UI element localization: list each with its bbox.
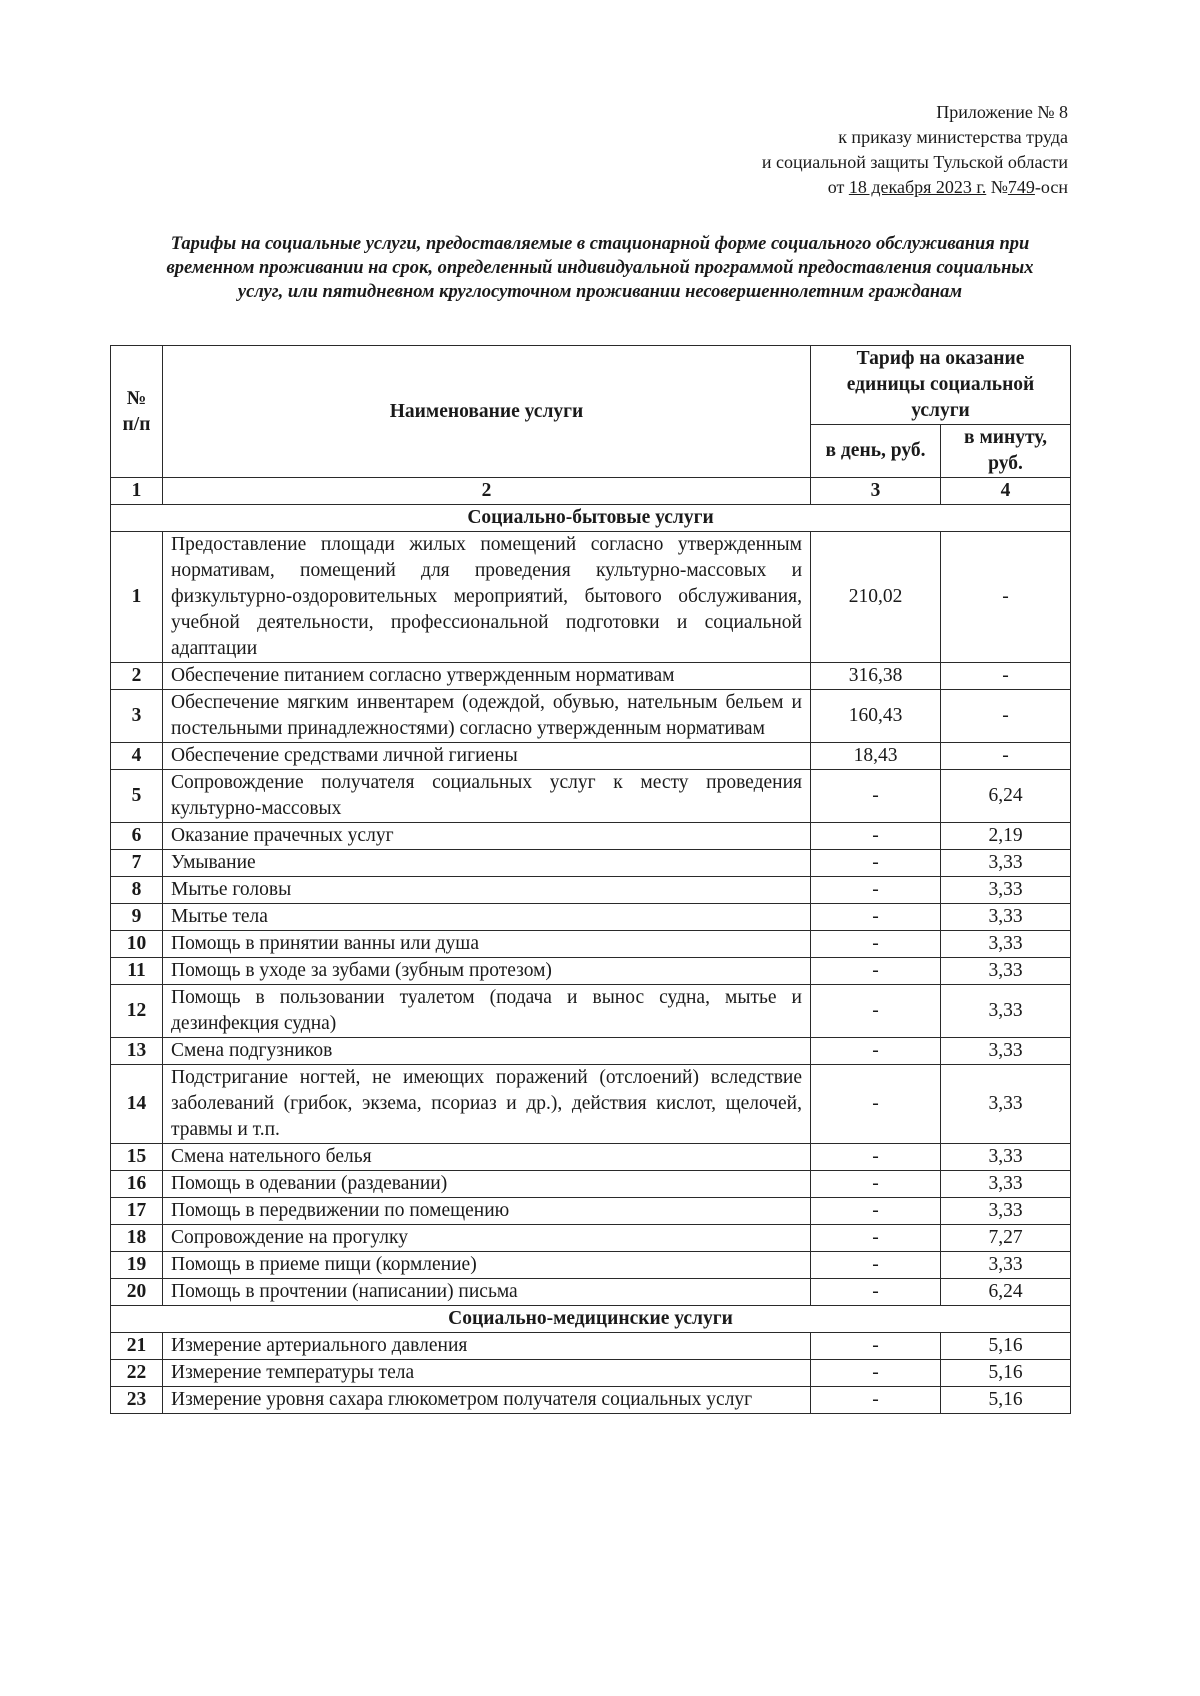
tariff-per-minute: 6,24 xyxy=(941,770,1071,823)
header-per-day: в день, руб. xyxy=(811,425,941,478)
tariff-per-minute: - xyxy=(941,690,1071,743)
tariff-per-day: - xyxy=(811,958,941,985)
table-row xyxy=(111,1360,1071,1387)
section-title: Социально-бытовые услуги xyxy=(111,505,1071,532)
order-date: 18 декабря 2023 г. xyxy=(848,177,987,197)
tariff-per-minute: 6,24 xyxy=(941,1279,1071,1306)
order-date-line xyxy=(762,175,1068,200)
service-name: Измерение температуры тела xyxy=(163,1360,811,1387)
service-name: Помощь в пользовании туалетом (подача и вынос судна, мытье и дезинфекция судна) xyxy=(163,985,811,1038)
service-name: Измерение артериального давления xyxy=(163,1333,811,1360)
header-number: № п/п xyxy=(111,346,163,478)
tariff-per-minute: 3,33 xyxy=(941,931,1071,958)
header-tariff-group: Тариф на оказание единицы социальной услуги xyxy=(811,346,1071,425)
table-row xyxy=(111,1333,1071,1360)
table-row xyxy=(111,1252,1071,1279)
table-row xyxy=(111,985,1071,1038)
service-name: Помощь в передвижении по помещению xyxy=(163,1198,811,1225)
table-row xyxy=(111,1144,1071,1171)
row-number: 16 xyxy=(111,1171,163,1198)
service-name: Помощь в уходе за зубами (зубным протезом) xyxy=(163,958,811,985)
row-number: 9 xyxy=(111,904,163,931)
date-prefix: от xyxy=(827,177,845,197)
row-number: 5 xyxy=(111,770,163,823)
service-name: Обеспечение мягким инвентарем (одеждой, обувью, нательным бельем и постельными принадлежностями) согласно утвержденным нормативам xyxy=(163,690,811,743)
tariff-per-day: - xyxy=(811,823,941,850)
tariff-per-minute: 3,33 xyxy=(941,1198,1071,1225)
service-name: Умывание xyxy=(163,850,811,877)
tariff-per-minute: 5,16 xyxy=(941,1333,1071,1360)
service-name: Подстригание ногтей, не имеющих поражений (отслоений) вследствие заболеваний (грибок, экзема, псориаз и др.), действия кислот, щелочей, травмы и т.п. xyxy=(163,1065,811,1144)
appendix-number: Приложение № 8 xyxy=(936,102,1068,122)
tariff-per-minute: 3,33 xyxy=(941,1038,1071,1065)
service-name: Обеспечение средствами личной гигиены xyxy=(163,743,811,770)
tariff-per-minute: - xyxy=(941,663,1071,690)
tariff-per-minute: 3,33 xyxy=(941,1144,1071,1171)
tariff-per-minute: 5,16 xyxy=(941,1387,1071,1414)
row-number: 18 xyxy=(111,1225,163,1252)
service-name: Помощь в принятии ванны или душа xyxy=(163,931,811,958)
tariff-per-day: - xyxy=(811,1387,941,1414)
row-number: 8 xyxy=(111,877,163,904)
table-row xyxy=(111,1198,1071,1225)
table-row xyxy=(111,904,1071,931)
row-number: 17 xyxy=(111,1198,163,1225)
tariff-per-minute: - xyxy=(941,743,1071,770)
table-row xyxy=(111,850,1071,877)
tariff-per-minute: - xyxy=(941,532,1071,663)
row-number: 11 xyxy=(111,958,163,985)
table-row xyxy=(111,743,1071,770)
tariff-per-minute: 3,33 xyxy=(941,850,1071,877)
table-row xyxy=(111,1065,1071,1144)
tariff-per-minute: 3,33 xyxy=(941,985,1071,1038)
tariff-per-day: - xyxy=(811,985,941,1038)
table-row xyxy=(111,931,1071,958)
tariff-per-day: - xyxy=(811,1144,941,1171)
row-number: 1 xyxy=(111,532,163,663)
table-row xyxy=(111,958,1071,985)
service-name: Смена нательного белья xyxy=(163,1144,811,1171)
tariff-per-day: - xyxy=(811,877,941,904)
column-index: 3 xyxy=(811,478,941,505)
tariff-per-day: - xyxy=(811,1038,941,1065)
tariff-per-day: 210,02 xyxy=(811,532,941,663)
order-number: 749 xyxy=(1007,177,1035,197)
tariffs-table xyxy=(110,345,1071,1414)
table-row xyxy=(111,1038,1071,1065)
row-number: 3 xyxy=(111,690,163,743)
tariff-per-minute: 2,19 xyxy=(941,823,1071,850)
row-number: 12 xyxy=(111,985,163,1038)
tariffs-body xyxy=(111,505,1071,1414)
row-number: 13 xyxy=(111,1038,163,1065)
service-name: Оказание прачечных услуг xyxy=(163,823,811,850)
tariff-per-day: - xyxy=(811,904,941,931)
row-number: 19 xyxy=(111,1252,163,1279)
row-number: 4 xyxy=(111,743,163,770)
ministry-name: и социальной защиты Тульской области xyxy=(761,152,1068,172)
tariff-per-day: - xyxy=(811,931,941,958)
tariff-per-day: - xyxy=(811,1065,941,1144)
service-name: Мытье тела xyxy=(163,904,811,931)
column-index: 4 xyxy=(941,478,1071,505)
order-reference: к приказу министерства труда xyxy=(838,127,1068,147)
tariff-per-day: - xyxy=(811,1279,941,1306)
table-row xyxy=(111,1279,1071,1306)
tariff-per-day: 316,38 xyxy=(811,663,941,690)
table-row xyxy=(111,532,1071,663)
tariff-per-day: - xyxy=(811,770,941,823)
table-row xyxy=(111,877,1071,904)
tariff-per-minute: 3,33 xyxy=(941,958,1071,985)
table-row xyxy=(111,823,1071,850)
document-title: Тарифы на социальные услуги, предоставляемые в стационарной форме социального обслуживания при временном проживании на срок, определенный индивидуальной программой предоставления социальных услуг, или пятидневном круглосуточном проживании несовершеннолетним гражданам xyxy=(166,234,1034,302)
service-name: Предоставление площади жилых помещений согласно утвержденным нормативам, помещений для проведения культурно-массовых и физкультурно-оздоровительных мероприятий, бытового обслуживания, учебной деятельности, профессиональной подготовки и социальной адаптации xyxy=(163,532,811,663)
table-row xyxy=(111,1387,1071,1414)
service-name: Смена подгузников xyxy=(163,1038,811,1065)
section-title: Социально-медицинские услуги xyxy=(111,1306,1071,1333)
tariff-per-minute: 7,27 xyxy=(941,1225,1071,1252)
tariff-per-minute: 5,16 xyxy=(941,1360,1071,1387)
service-name: Помощь в одевании (раздевании) xyxy=(163,1171,811,1198)
appendix-header xyxy=(762,100,1068,200)
tariff-per-day: - xyxy=(811,1333,941,1360)
tariff-per-day: - xyxy=(811,1225,941,1252)
row-number: 2 xyxy=(111,663,163,690)
service-name: Мытье головы xyxy=(163,877,811,904)
table-row xyxy=(111,1171,1071,1198)
order-number-suffix: -осн xyxy=(1034,177,1068,197)
column-index: 1 xyxy=(111,478,163,505)
tariff-per-day: - xyxy=(811,1360,941,1387)
service-name: Помощь в прочтении (написании) письма xyxy=(163,1279,811,1306)
service-name: Сопровождение получателя социальных услуг к месту проведения культурно-массовых xyxy=(163,770,811,823)
tariff-per-day: - xyxy=(811,1171,941,1198)
tariff-per-minute: 3,33 xyxy=(941,904,1071,931)
row-number: 23 xyxy=(111,1387,163,1414)
table-row xyxy=(111,1225,1071,1252)
row-number: 6 xyxy=(111,823,163,850)
table-row xyxy=(111,663,1071,690)
header-per-minute: в минуту, руб. xyxy=(941,425,1071,478)
service-name: Измерение уровня сахара глюкометром получателя социальных услуг xyxy=(163,1387,811,1414)
column-index: 2 xyxy=(163,478,811,505)
tariff-per-day: - xyxy=(811,1252,941,1279)
tariff-per-minute: 3,33 xyxy=(941,1252,1071,1279)
tariff-per-minute: 3,33 xyxy=(941,1065,1071,1144)
table-row xyxy=(111,770,1071,823)
row-number: 14 xyxy=(111,1065,163,1144)
tariff-per-day: 18,43 xyxy=(811,743,941,770)
tariff-per-minute: 3,33 xyxy=(941,1171,1071,1198)
row-number: 7 xyxy=(111,850,163,877)
service-name: Помощь в приеме пищи (кормление) xyxy=(163,1252,811,1279)
row-number: 22 xyxy=(111,1360,163,1387)
service-name: Обеспечение питанием согласно утвержденным нормативам xyxy=(163,663,811,690)
tariff-per-day: 160,43 xyxy=(811,690,941,743)
tariff-per-minute: 3,33 xyxy=(941,877,1071,904)
row-number: 20 xyxy=(111,1279,163,1306)
row-number: 15 xyxy=(111,1144,163,1171)
row-number: 21 xyxy=(111,1333,163,1360)
tariff-per-day: - xyxy=(811,1198,941,1225)
header-service-name: Наименование услуги xyxy=(163,346,811,478)
number-sign: № xyxy=(990,177,1008,197)
tariff-per-day: - xyxy=(811,850,941,877)
service-name: Сопровождение на прогулку xyxy=(163,1225,811,1252)
row-number: 10 xyxy=(111,931,163,958)
table-row xyxy=(111,690,1071,743)
